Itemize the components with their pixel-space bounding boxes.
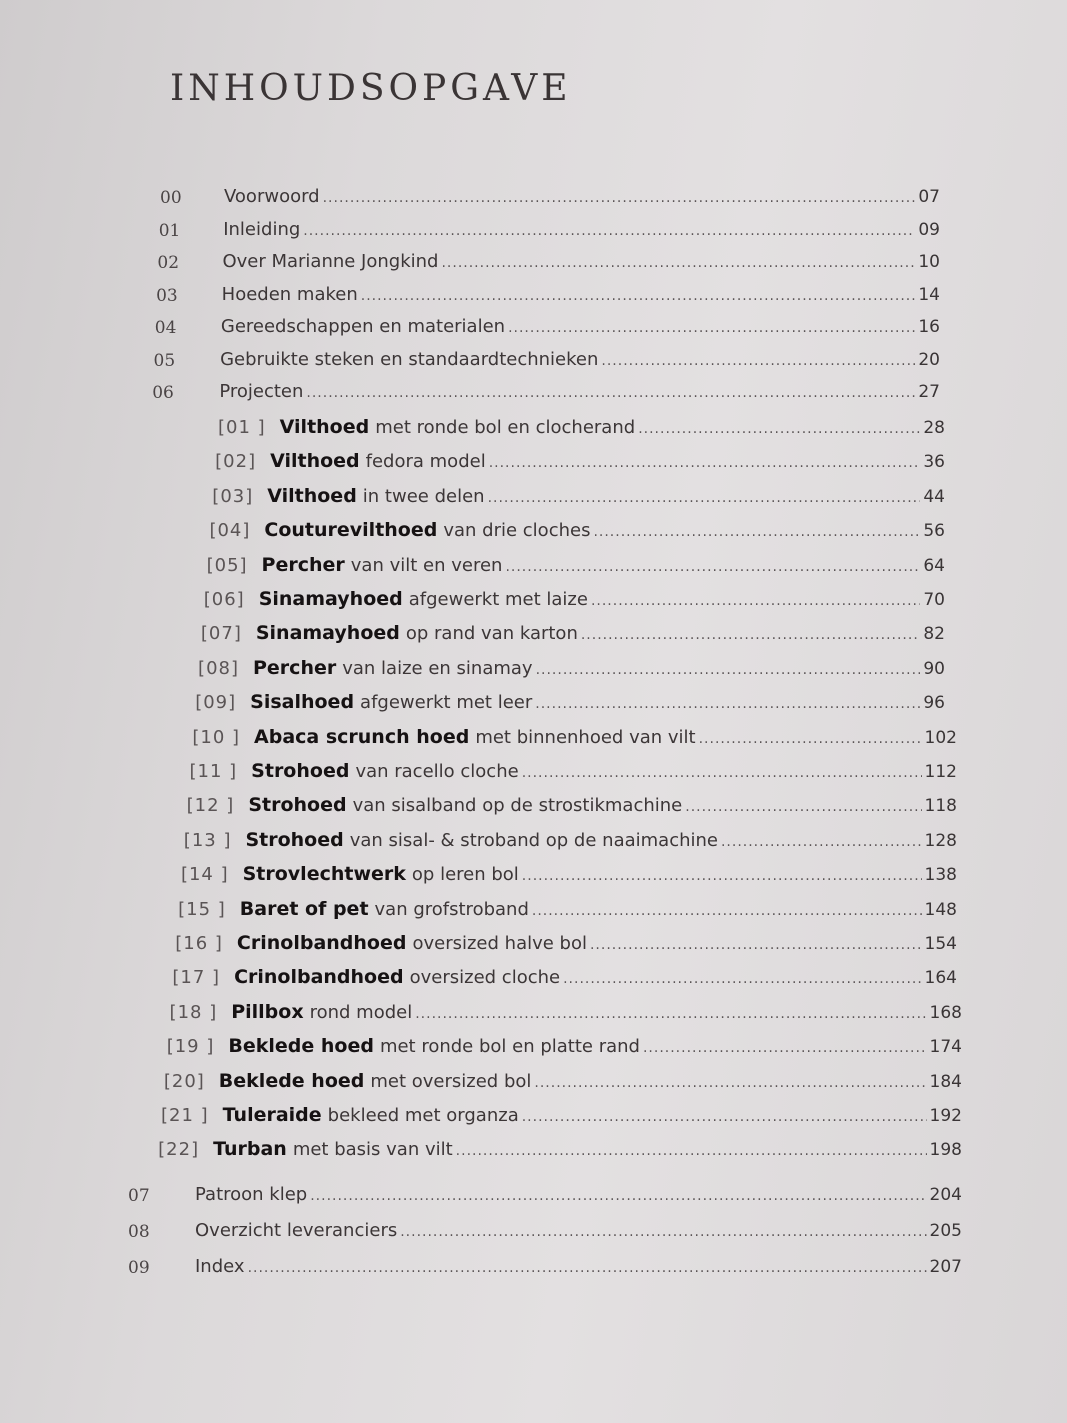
project-name: Beklede hoed — [228, 1035, 374, 1058]
project-name: Vilthoed — [279, 416, 370, 438]
project-name: Crinolbandhoed — [236, 932, 407, 954]
project-name: Sinamayhoed — [255, 622, 400, 645]
project-description: met ronde bol en platte rand — [379, 1036, 640, 1058]
project-entry[interactable] — [198, 657, 945, 687]
toc-entry[interactable] — [222, 251, 940, 281]
project-entry[interactable] — [178, 898, 957, 928]
project-name: Strovlechtwerk — [242, 863, 406, 886]
project-description: met basis van vilt — [292, 1139, 453, 1161]
chapter-number: 04 — [154, 318, 177, 338]
leader-dots — [456, 1143, 927, 1159]
leader-dots — [415, 1006, 926, 1022]
project-number: [01 ] — [218, 417, 266, 438]
chapter-number: 05 — [153, 350, 176, 371]
project-number: [20] — [163, 1070, 205, 1092]
project-description: van sisal- & stroband op de naaimachine — [349, 829, 718, 851]
project-description: bekleed met organza — [327, 1105, 519, 1126]
project-name: Strohoed — [251, 760, 350, 782]
page-number: 10 — [918, 252, 940, 272]
toc-entry[interactable] — [220, 349, 940, 379]
chapter-number: 00 — [160, 188, 182, 208]
project-name: Abaca scrunch hoed — [254, 725, 470, 748]
project-number: [14 ] — [180, 864, 229, 886]
leader-dots — [400, 1224, 926, 1240]
page-number: 184 — [929, 1071, 962, 1092]
project-entry[interactable] — [204, 588, 945, 618]
toc-entry[interactable] — [221, 316, 940, 346]
toc-entry[interactable] — [195, 1256, 962, 1286]
project-description: van grofstroband — [374, 898, 529, 920]
toc-entry[interactable] — [222, 284, 940, 314]
project-description: afgewerkt met laize — [408, 589, 588, 610]
leader-dots — [522, 868, 922, 884]
project-name: Baret of pet — [239, 897, 369, 920]
toc-entry[interactable] — [195, 1220, 962, 1250]
project-name: Turban — [213, 1138, 287, 1161]
page-number: 14 — [918, 284, 940, 305]
project-name: Vilthoed — [267, 484, 357, 507]
project-number: [12 ] — [186, 795, 235, 817]
leader-dots — [522, 765, 922, 781]
page-number: 154 — [924, 934, 957, 954]
chapter-number: 03 — [156, 285, 178, 306]
page-number: 102 — [924, 727, 957, 748]
project-name: Percher — [261, 553, 345, 576]
project-description: van drie cloches — [443, 520, 591, 542]
entry-title: Index — [195, 1256, 245, 1277]
page-number: 28 — [923, 418, 945, 438]
page-number: 198 — [929, 1140, 962, 1161]
project-description: van sisalband op de strostikmachine — [352, 795, 683, 817]
leader-dots — [699, 731, 922, 747]
project-number: [11 ] — [189, 761, 238, 782]
leader-dots — [534, 1075, 926, 1091]
leader-dots — [601, 353, 915, 369]
project-description: oversized cloche — [409, 967, 561, 989]
project-description: van racello cloche — [355, 761, 519, 782]
project-name: Tuleraide — [222, 1104, 322, 1126]
page-number: 36 — [923, 452, 945, 473]
project-number: [10 ] — [192, 726, 241, 748]
project-number: [02] — [215, 451, 257, 473]
project-entry[interactable] — [201, 622, 945, 652]
project-name: Couturevilthoed — [264, 519, 438, 542]
project-description: op leren bol — [411, 864, 519, 886]
project-description: oversized halve bol — [412, 933, 587, 954]
project-entry[interactable] — [172, 966, 957, 996]
leader-dots — [590, 937, 922, 953]
entry-title: Inleiding — [223, 218, 301, 240]
project-number: [03] — [212, 485, 254, 507]
project-entry[interactable] — [187, 794, 957, 824]
leader-dots — [488, 490, 921, 506]
project-number: [15 ] — [178, 898, 226, 920]
project-entry[interactable] — [190, 760, 958, 790]
project-entry[interactable] — [195, 691, 945, 721]
project-entry[interactable] — [158, 1138, 962, 1168]
page-number: 09 — [918, 219, 940, 240]
project-number: [17 ] — [172, 967, 221, 989]
project-description: met binnenhoed van vilt — [475, 726, 696, 748]
project-name: Beklede hoed — [218, 1069, 365, 1092]
leader-dots — [248, 1260, 927, 1276]
leader-dots — [361, 288, 916, 304]
project-name: Strohoed — [245, 828, 344, 851]
project-number: [08] — [198, 657, 239, 679]
leader-dots — [505, 559, 920, 575]
page-number: 70 — [923, 590, 945, 610]
entry-title: Gereedschappen en materialen — [220, 316, 506, 337]
entry-title: Gebruikte steken en standaardtechnieken — [220, 348, 599, 370]
project-entry[interactable] — [164, 1070, 962, 1100]
project-entry[interactable] — [184, 829, 957, 859]
project-entry[interactable] — [170, 1001, 962, 1031]
leader-dots — [581, 627, 920, 643]
chapter-number: 07 — [128, 1186, 150, 1206]
project-description: afgewerkt met leer — [360, 692, 533, 714]
project-entry[interactable] — [215, 450, 945, 480]
chapter-number: 06 — [152, 383, 174, 403]
project-description: met oversized bol — [370, 1070, 532, 1092]
project-entry[interactable] — [192, 726, 957, 756]
project-description: van vilt en veren — [350, 554, 503, 576]
project-number: [09] — [195, 692, 237, 714]
project-entry[interactable] — [218, 416, 945, 446]
page-number: 44 — [923, 486, 945, 507]
project-number: [16 ] — [175, 933, 223, 954]
chapter-number: 08 — [128, 1222, 150, 1242]
page-number: 07 — [918, 187, 940, 207]
project-number: [04] — [209, 520, 251, 542]
page-number: 64 — [923, 555, 945, 576]
project-number: [22] — [158, 1139, 200, 1161]
project-name: Pillbox — [231, 1000, 304, 1023]
page-number: 205 — [929, 1221, 962, 1241]
project-name: Crinolbandhoed — [234, 966, 404, 989]
project-number: [07] — [200, 623, 242, 645]
entry-title: Over Marianne Jongkind — [222, 251, 439, 272]
leader-dots — [563, 971, 921, 987]
leader-dots — [535, 696, 920, 712]
entry-title: Overzicht leveranciers — [195, 1220, 398, 1241]
page-number: 192 — [929, 1106, 962, 1126]
project-entry[interactable] — [207, 554, 945, 584]
leader-dots — [310, 1188, 926, 1204]
project-number: [06] — [203, 589, 245, 610]
project-name: Vilthoed — [270, 450, 360, 473]
page-number: 20 — [918, 349, 940, 370]
project-entry[interactable] — [181, 863, 957, 893]
entry-title: Voorwoord — [224, 186, 320, 207]
project-description: rond model — [309, 1001, 413, 1023]
project-name: Sinamayhoed — [258, 588, 403, 610]
page-number: 138 — [924, 865, 957, 886]
project-description: op rand van karton — [405, 623, 578, 645]
leader-dots — [323, 190, 916, 206]
toc-entry[interactable] — [219, 381, 940, 411]
page-number: 56 — [923, 521, 945, 542]
chapter-number: 02 — [157, 253, 180, 273]
leader-dots — [536, 662, 921, 678]
page-number: 164 — [924, 968, 957, 989]
page-number: 82 — [923, 624, 945, 645]
leader-dots — [532, 903, 922, 919]
leader-dots — [522, 1109, 927, 1125]
leader-dots — [441, 255, 915, 271]
leader-dots — [638, 421, 920, 437]
page-number: 27 — [918, 382, 940, 402]
project-description: fedora model — [365, 451, 486, 473]
leader-dots — [643, 1040, 927, 1056]
entry-title: Hoeden maken — [221, 283, 358, 305]
page-number: 168 — [929, 1002, 962, 1023]
page-number: 204 — [929, 1185, 962, 1205]
project-number: [21 ] — [161, 1105, 209, 1126]
project-number: [05] — [206, 554, 248, 576]
page-number: 118 — [924, 796, 957, 817]
page-number: 128 — [924, 830, 957, 851]
page-number: 207 — [929, 1257, 962, 1277]
project-number: [13 ] — [183, 829, 232, 851]
project-name: Strohoed — [248, 794, 347, 817]
leader-dots — [508, 320, 915, 336]
leader-dots — [591, 593, 920, 609]
page-number: 90 — [923, 658, 945, 679]
project-name: Percher — [253, 656, 337, 679]
leader-dots — [303, 223, 915, 239]
project-description: met ronde bol en clocherand — [375, 417, 636, 438]
chapter-number: 09 — [128, 1258, 150, 1278]
leader-dots — [593, 524, 920, 540]
project-entry[interactable] — [209, 519, 945, 549]
entry-title: Patroon klep — [195, 1184, 308, 1205]
leader-dots — [685, 799, 921, 815]
toc-entry[interactable] — [195, 1184, 962, 1214]
project-entry[interactable] — [167, 1035, 962, 1065]
project-entry[interactable] — [161, 1104, 962, 1134]
chapter-number: 01 — [158, 220, 181, 241]
toc-entry[interactable] — [224, 186, 940, 216]
leader-dots — [489, 455, 921, 471]
project-entry[interactable] — [175, 932, 957, 962]
leader-dots — [306, 385, 915, 401]
toc-entry[interactable] — [223, 219, 940, 249]
project-entry[interactable] — [212, 485, 945, 515]
page-number: 112 — [924, 762, 957, 782]
project-description: van laize en sinamay — [342, 657, 533, 679]
leader-dots — [721, 834, 922, 850]
project-number: [18 ] — [169, 1001, 218, 1023]
page-number: 96 — [923, 693, 945, 714]
page-number: 174 — [929, 1037, 962, 1058]
page-number: 148 — [924, 899, 957, 920]
project-description: in twee delen — [362, 485, 485, 507]
entry-title: Projecten — [219, 381, 304, 402]
project-number: [19 ] — [166, 1036, 215, 1058]
page-title: INHOUDSOPGAVE — [170, 68, 572, 109]
page-number: 16 — [918, 317, 940, 337]
project-name: Sisalhoed — [250, 691, 355, 714]
